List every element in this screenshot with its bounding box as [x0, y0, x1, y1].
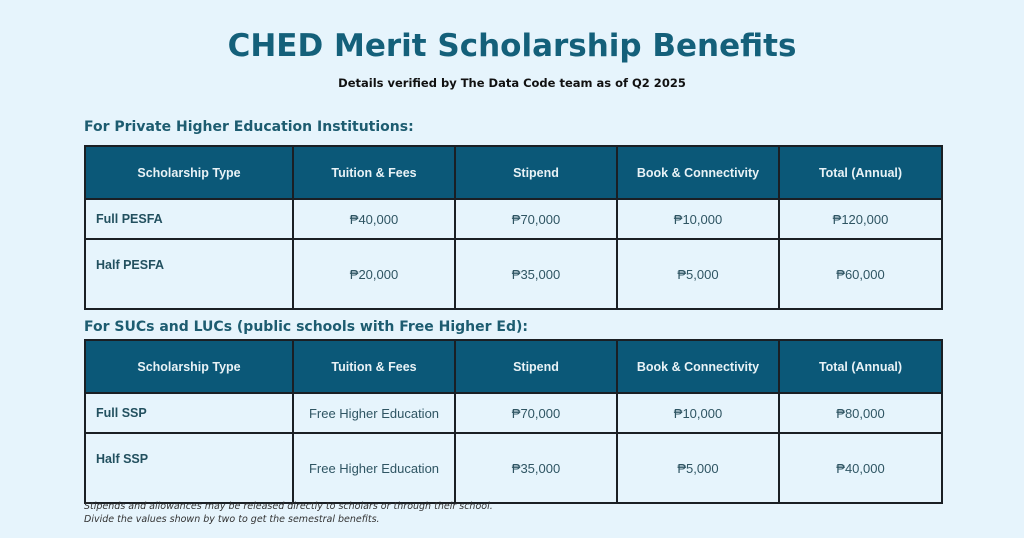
cell-book: ₱10,000 — [617, 393, 779, 433]
page-title: CHED Merit Scholarship Benefits — [227, 28, 797, 64]
table-row — [85, 199, 942, 239]
cell-stipend: ₱35,000 — [455, 239, 617, 309]
cell-type: Half PESFA — [85, 239, 293, 309]
section-heading-public: For SUCs and LUCs (public schools with Free Higher Ed): — [84, 319, 528, 335]
cell-tuition: Free Higher Education — [293, 393, 455, 433]
table-header-row — [85, 340, 942, 393]
cell-book: ₱10,000 — [617, 199, 779, 239]
cell-book: ₱5,000 — [617, 239, 779, 309]
cell-total: ₱40,000 — [779, 433, 942, 503]
cell-total: ₱80,000 — [779, 393, 942, 433]
col-header-stipend: Stipend — [455, 340, 617, 393]
cell-type: Half SSP — [85, 433, 293, 503]
col-header-total: Total (Annual) — [779, 146, 942, 199]
private-hei-table — [84, 145, 943, 310]
cell-type: Full PESFA — [85, 199, 293, 239]
cell-total: ₱60,000 — [779, 239, 942, 309]
col-header-scholarship-type: Scholarship Type — [85, 146, 293, 199]
col-header-tuition: Tuition & Fees — [293, 340, 455, 393]
col-header-tuition: Tuition & Fees — [293, 146, 455, 199]
cell-book: ₱5,000 — [617, 433, 779, 503]
page-subtitle: Details verified by The Data Code team as of Q2 2025 — [338, 76, 686, 90]
col-header-stipend: Stipend — [455, 146, 617, 199]
cell-tuition: ₱40,000 — [293, 199, 455, 239]
cell-total: ₱120,000 — [779, 199, 942, 239]
col-header-total: Total (Annual) — [779, 340, 942, 393]
col-header-book-connectivity: Book & Connectivity — [617, 146, 779, 199]
footnote — [84, 500, 493, 526]
cell-stipend: ₱70,000 — [455, 393, 617, 433]
cell-tuition: ₱20,000 — [293, 239, 455, 309]
footnote-line: Stipends and allowances may be released directly to scholars or through their school. — [84, 501, 493, 512]
table-row — [85, 393, 942, 433]
table-header-row — [85, 146, 942, 199]
section-heading-private: For Private Higher Education Institutions: — [84, 119, 414, 135]
table-row — [85, 433, 942, 503]
cell-stipend: ₱35,000 — [455, 433, 617, 503]
col-header-scholarship-type: Scholarship Type — [85, 340, 293, 393]
cell-type: Full SSP — [85, 393, 293, 433]
footnote-line: Divide the values shown by two to get the semestral benefits. — [84, 514, 380, 525]
table-row — [85, 239, 942, 309]
col-header-book-connectivity: Book & Connectivity — [617, 340, 779, 393]
cell-stipend: ₱70,000 — [455, 199, 617, 239]
suc-luc-table — [84, 339, 943, 504]
cell-tuition: Free Higher Education — [293, 433, 455, 503]
